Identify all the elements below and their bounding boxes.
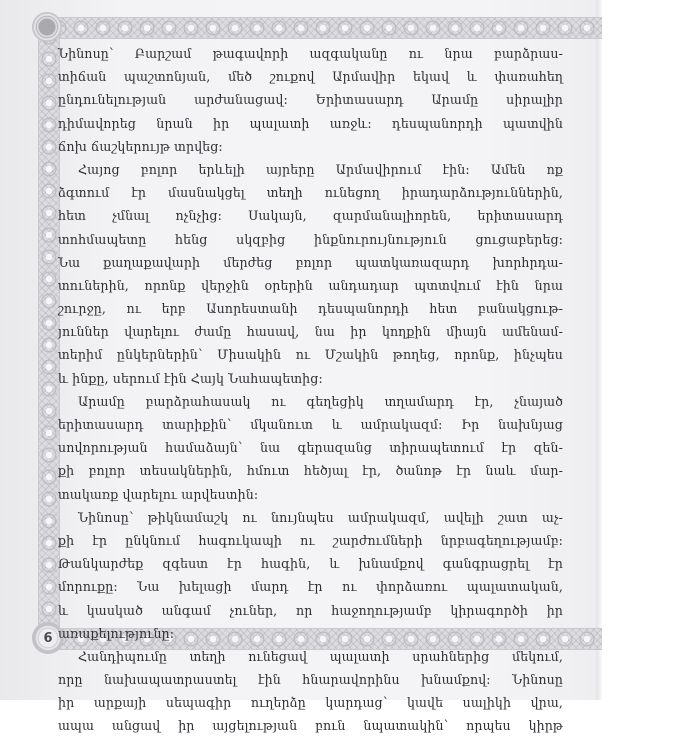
text-line: տոհմապետը հենց սկզբից ինքնուրույնություն ցուցաբերեց: — [58, 231, 563, 247]
ornament-corner-rosette-icon — [32, 12, 62, 42]
text-line: երիտասարդ տարիքին՝ մկանուտ և ամրակազմ: Իր նախնյաց — [58, 417, 563, 432]
text-line: իր արքայի սեպագիր ուղերձը կարդաց՝ կավե սալիկի վրա, — [58, 695, 563, 711]
text-line: Արամը բարձրահասակ ու գեղեցիկ տղամարդ էր, չնայած — [78, 393, 563, 409]
text-line: Թանկարժեք զգեստ էր հագին, և խնամքով գանգրացրել էր — [58, 556, 563, 572]
text-line: սովորության համաձայն՝ նա գերազանց տիրապետում էր զեն- — [58, 440, 563, 456]
body-text — [58, 42, 563, 738]
text-line: քի բոլոր տեսակներին, հմուտ հեծյալ էր, ծանոթ էր նաև մար- — [58, 463, 563, 479]
text-line: տակառք վարելու արվեստին: — [58, 486, 259, 502]
text-line: Հայոց բոլոր երևելի այրերը Արմավիրում էին: Ամեն ոք — [78, 161, 563, 177]
page-number: 6 — [43, 630, 53, 646]
text-line: ճոխ ճաշկերույթ տրվեց: — [58, 138, 223, 154]
text-line: ապա անցավ իր այցելության բուն նպատակին՝ որպես կիրթ — [58, 718, 563, 734]
text-line: հետ չմնալ ոչնչից: Սակայն, զարմանալիորեն, երիտասարդ — [58, 208, 563, 224]
text-line: մորուքը: Նա խելացի մարդ էր ու փորձառու պալատական, — [58, 579, 563, 595]
text-line: քի էր ընկնում հագուկապի ու շարժումների նրբագեղությամբ: — [58, 532, 563, 548]
text-line: և կասկած անգամ չուներ, որ հաջողությամբ կիրագործի իր — [58, 602, 563, 618]
text-line: ձգտում էր մասնակցել տեղի ունեցող իրադարձություններին, — [58, 185, 563, 201]
ornamental-border-top — [48, 17, 602, 39]
page-edge — [596, 0, 602, 700]
text-line: որը նախապատրաստել էին հնարավորինս խնամքով: Նինոսը — [58, 672, 563, 688]
text-line: առաքելությունը: — [58, 625, 175, 641]
text-line: տուներին, որոնք վերջին օրերին անդադար պտտվում էին նրա — [58, 277, 563, 293]
text-line: Նա քաղաքավարի մերժեց բոլոր պատկառազարդ խորհրդա- — [58, 254, 563, 270]
text-line: շուրջը, ու երբ Ասորեստանի դեսպանորդի հետ բանակցութ- — [58, 301, 563, 317]
text-line: և ինքը, սերում էին Հայկ Նահապետից: — [58, 370, 323, 386]
text-line: դիմավորեց նրան իր պալատի առջև: դեսպանորդի պատվին — [58, 115, 563, 131]
text-line: տերիմ ընկերներին՝ Միսակին ու Մշակին թողեց, որոնք, ինչպես — [58, 347, 563, 363]
text-line: յուններ վարելու ժամը հասավ, նա իր կողքին միայն ամենամ- — [58, 324, 563, 340]
text-line: ընդունելության արժանացավ: Երիտասարդ Արամը սիրալիր — [58, 92, 563, 108]
text-line: տիճան պաշտոնյան, մեծ շուքով Արմավիր եկավ և փառահեղ — [58, 69, 563, 85]
text-line: Նինոսը՝ թիկնամաշկ ու նույնպես ամրակազմ, ավելի շատ աչ- — [78, 509, 563, 525]
text-line: Հանդիպումը տեղի ունեցավ պալատի սրահներից մեկում, — [78, 648, 563, 664]
text-line: Նինոսը՝ Բարշամ թագավորի ազգականը ու նրա բարձրաս- — [58, 46, 563, 61]
ornamental-border-left — [38, 26, 60, 638]
